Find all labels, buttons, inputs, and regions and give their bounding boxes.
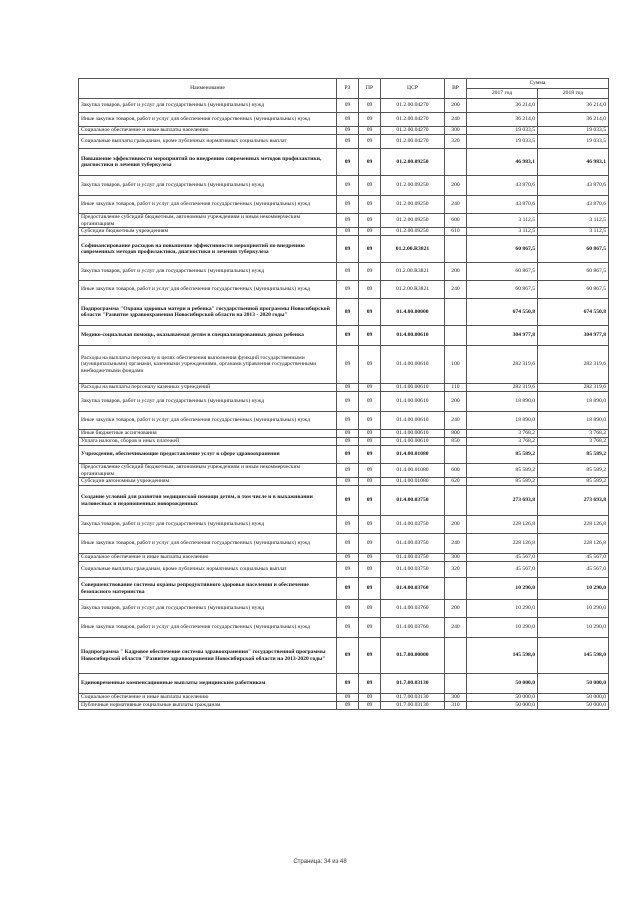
table-row	[79, 702, 609, 710]
cell-rz: 09	[337, 149, 359, 176]
cell-name: Иные закупки товаров, работ и услуг для обеспечения государственных (муниципальных) нужд	[79, 113, 337, 127]
table-row	[79, 384, 609, 392]
cell-vr: 600	[445, 214, 467, 228]
cell-rz: 09	[337, 214, 359, 228]
cell-amount-2018: 50 000,0	[538, 702, 609, 710]
cell-csr: 01.4.00.03760	[381, 600, 445, 618]
cell-name: Медико-социальная помощь, оказываемая детям в специализированных домах ребенка	[79, 326, 337, 346]
cell-pr: 09	[359, 263, 381, 281]
cell-pr: 09	[359, 618, 381, 638]
header-year-2017: 2017 год	[467, 89, 538, 99]
cell-pr: 09	[359, 113, 381, 127]
cell-amount-2018: 10 290,0	[538, 618, 609, 638]
cell-rz: 09	[337, 127, 359, 135]
cell-csr: 01.4.00.03750	[381, 562, 445, 578]
table-row	[79, 486, 609, 516]
cell-amount-2017: 60 867,5	[467, 263, 538, 281]
cell-amount-2017: 50 000,0	[467, 674, 538, 694]
cell-rz: 09	[337, 562, 359, 578]
cell-vr: 300	[445, 127, 467, 135]
cell-amount-2018: 304 977,8	[538, 326, 609, 346]
cell-amount-2018: 282 319,6	[538, 346, 609, 384]
table-row	[79, 694, 609, 702]
cell-rz: 09	[337, 464, 359, 478]
cell-csr: 01.4.00.03750	[381, 554, 445, 562]
cell-rz: 09	[337, 392, 359, 412]
cell-csr: 01.2.00.09250	[381, 228, 445, 236]
cell-amount-2018: 282 319,6	[538, 384, 609, 392]
cell-rz: 09	[337, 346, 359, 384]
cell-rz: 09	[337, 486, 359, 516]
cell-amount-2017: 19 033,5	[467, 135, 538, 149]
cell-csr: 01.7.00.03130	[381, 702, 445, 710]
cell-pr: 09	[359, 196, 381, 214]
cell-vr	[445, 578, 467, 600]
cell-amount-2017: 50 000,0	[467, 702, 538, 710]
cell-amount-2017: 45 567,0	[467, 554, 538, 562]
cell-rz: 09	[337, 113, 359, 127]
cell-name: Уплата налогов, сборов и иных платежей	[79, 438, 337, 446]
cell-rz: 09	[337, 446, 359, 464]
cell-amount-2017: 304 977,8	[467, 326, 538, 346]
cell-rz: 09	[337, 228, 359, 236]
cell-name: Предоставление субсидий бюджетным, автономным учреждениям и иным некоммерческим организациям	[79, 464, 337, 478]
cell-amount-2018: 145 598,0	[538, 638, 609, 674]
header-sum: Сумма	[467, 79, 609, 89]
cell-name: Закупка товаров, работ и услуг для государственных (муниципальных) нужд	[79, 392, 337, 412]
cell-amount-2018: 36 214,0	[538, 113, 609, 127]
cell-amount-2017: 46 983,1	[467, 149, 538, 176]
cell-pr: 09	[359, 478, 381, 486]
cell-rz: 09	[337, 516, 359, 534]
cell-pr: 09	[359, 299, 381, 326]
cell-vr: 240	[445, 412, 467, 430]
table-row	[79, 176, 609, 196]
cell-rz: 09	[337, 176, 359, 196]
table-row	[79, 99, 609, 113]
cell-pr: 09	[359, 430, 381, 438]
cell-pr: 09	[359, 562, 381, 578]
cell-amount-2018: 10 290,0	[538, 578, 609, 600]
cell-csr: 01.4.00.01080	[381, 478, 445, 486]
cell-amount-2018: 60 867,5	[538, 236, 609, 263]
cell-amount-2017: 36 214,0	[467, 99, 538, 113]
cell-amount-2018: 85 589,2	[538, 446, 609, 464]
cell-vr: 110	[445, 384, 467, 392]
cell-pr: 09	[359, 176, 381, 196]
cell-amount-2017: 228 126,8	[467, 534, 538, 554]
cell-amount-2018: 10 290,0	[538, 600, 609, 618]
cell-amount-2018: 46 983,1	[538, 149, 609, 176]
cell-vr: 200	[445, 600, 467, 618]
cell-vr: 240	[445, 113, 467, 127]
cell-amount-2017: 3 768,2	[467, 430, 538, 438]
cell-rz: 09	[337, 674, 359, 694]
header-name: Наименование	[79, 79, 337, 99]
cell-name: Социальное обеспечение и иные выплаты населению	[79, 554, 337, 562]
cell-pr: 09	[359, 674, 381, 694]
cell-amount-2017: 43 870,6	[467, 196, 538, 214]
cell-name: Создание условий для развития медицинской помощи детям, в том числе и в выхаживании маловесных и недоношенных новорожденных	[79, 486, 337, 516]
cell-name: Иные закупки товаров, работ и услуг для обеспечения государственных (муниципальных) нужд	[79, 196, 337, 214]
cell-csr: 01.2.00.R3821	[381, 236, 445, 263]
cell-amount-2017: 10 290,0	[467, 578, 538, 600]
cell-rz: 09	[337, 196, 359, 214]
table-row	[79, 135, 609, 149]
cell-pr: 09	[359, 438, 381, 446]
cell-amount-2018: 674 550,8	[538, 299, 609, 326]
cell-name: Расходы на выплаты персоналу в целях обеспечения выполнения функций государственными (муниципальными) органами, казенными учреждениями, органами управления государственными внебюджетными фондами	[79, 346, 337, 384]
cell-vr	[445, 149, 467, 176]
cell-rz: 09	[337, 638, 359, 674]
cell-vr: 800	[445, 430, 467, 438]
cell-csr: 01.2.00.09250	[381, 214, 445, 228]
cell-csr: 01.2.00.09250	[381, 196, 445, 214]
cell-pr: 09	[359, 412, 381, 430]
cell-vr: 200	[445, 99, 467, 113]
cell-name: Публичные нормативные социальные выплаты гражданам	[79, 702, 337, 710]
cell-csr: 01.4.00.00610	[381, 384, 445, 392]
cell-pr: 09	[359, 214, 381, 228]
table-body	[79, 99, 609, 710]
cell-vr: 100	[445, 346, 467, 384]
cell-amount-2018: 18 890,0	[538, 412, 609, 430]
cell-vr: 200	[445, 516, 467, 534]
cell-amount-2018: 228 126,8	[538, 516, 609, 534]
cell-amount-2018: 19 033,5	[538, 127, 609, 135]
cell-csr: 01.4.00.00610	[381, 430, 445, 438]
cell-rz: 09	[337, 600, 359, 618]
cell-name: Закупка товаров, работ и услуг для государственных (муниципальных) нужд	[79, 516, 337, 534]
cell-name: Социальное обеспечение и иные выплаты населению	[79, 694, 337, 702]
cell-vr	[445, 299, 467, 326]
cell-vr: 240	[445, 618, 467, 638]
cell-pr: 09	[359, 346, 381, 384]
cell-vr: 320	[445, 135, 467, 149]
cell-amount-2018: 43 870,6	[538, 196, 609, 214]
cell-amount-2018: 3 112,5	[538, 214, 609, 228]
cell-name: Расходы на выплаты персоналу казенных учреждений	[79, 384, 337, 392]
cell-rz: 09	[337, 554, 359, 562]
cell-amount-2018: 85 589,2	[538, 464, 609, 478]
cell-csr: 01.4.00.00610	[381, 346, 445, 384]
cell-amount-2017: 50 000,0	[467, 694, 538, 702]
cell-amount-2017: 273 693,8	[467, 486, 538, 516]
cell-rz: 09	[337, 281, 359, 299]
table-row	[79, 438, 609, 446]
cell-pr: 09	[359, 638, 381, 674]
cell-amount-2018: 18 890,0	[538, 392, 609, 412]
table-header	[79, 79, 609, 99]
cell-amount-2017: 85 589,2	[467, 478, 538, 486]
cell-amount-2018: 273 693,8	[538, 486, 609, 516]
table-row	[79, 299, 609, 326]
cell-amount-2017: 85 589,2	[467, 464, 538, 478]
cell-csr: 01.4.00.01080	[381, 446, 445, 464]
cell-rz: 09	[337, 694, 359, 702]
cell-rz: 09	[337, 430, 359, 438]
cell-vr	[445, 446, 467, 464]
header-vr: ВР	[445, 79, 467, 99]
cell-vr: 300	[445, 694, 467, 702]
cell-csr: 01.4.00.00610	[381, 392, 445, 412]
cell-rz: 09	[337, 99, 359, 113]
cell-name: Субсидии автономным учреждениям	[79, 478, 337, 486]
cell-vr: 600	[445, 464, 467, 478]
table-row	[79, 149, 609, 176]
cell-name: Подпрограмма " Кадровое обеспечение системы здравоохранения" государственной программы Новосибирской области "Развитие здравоохранения Новосибирской области на 2013-2020 годы"	[79, 638, 337, 674]
cell-pr: 09	[359, 135, 381, 149]
cell-vr	[445, 236, 467, 263]
cell-amount-2018: 3 112,5	[538, 228, 609, 236]
cell-amount-2017: 18 890,0	[467, 392, 538, 412]
cell-pr: 09	[359, 446, 381, 464]
header-pr: ПР	[359, 79, 381, 99]
cell-name: Единовременные компенсационные выплаты медицинским работникам	[79, 674, 337, 694]
cell-vr: 620	[445, 478, 467, 486]
cell-csr: 01.2.00.04270	[381, 135, 445, 149]
cell-name: Совершенствование системы охраны репродуктивного здоровья населения и обеспечение безопасного материнства	[79, 578, 337, 600]
cell-rz: 09	[337, 299, 359, 326]
cell-rz: 09	[337, 578, 359, 600]
table-row	[79, 562, 609, 578]
table-row	[79, 214, 609, 228]
header-csr: ЦСР	[381, 79, 445, 99]
cell-amount-2017: 228 126,8	[467, 516, 538, 534]
cell-name: Закупка товаров, работ и услуг для государственных (муниципальных) нужд	[79, 99, 337, 113]
cell-csr: 01.2.00.04270	[381, 113, 445, 127]
cell-name: Закупка товаров, работ и услуг для государственных (муниципальных) нужд	[79, 263, 337, 281]
cell-csr: 01.2.00.R3821	[381, 263, 445, 281]
cell-name: Иные бюджетные ассигнования	[79, 430, 337, 438]
cell-name: Подпрограмма "Охрана здоровья матери и ребенка" государственной программы Новосибирской области "Развитие здравоохранения Новосибирской области на 2013 - 2020 годы"	[79, 299, 337, 326]
cell-amount-2017: 145 598,0	[467, 638, 538, 674]
cell-csr: 01.2.00.09250	[381, 176, 445, 196]
cell-amount-2018: 50 000,0	[538, 694, 609, 702]
cell-pr: 09	[359, 554, 381, 562]
cell-rz: 09	[337, 384, 359, 392]
cell-vr: 300	[445, 554, 467, 562]
cell-amount-2017: 85 589,2	[467, 446, 538, 464]
cell-rz: 09	[337, 478, 359, 486]
cell-csr: 01.7.00.00000	[381, 638, 445, 674]
table-row	[79, 263, 609, 281]
cell-amount-2017: 282 319,6	[467, 346, 538, 384]
cell-amount-2017: 10 290,0	[467, 618, 538, 638]
cell-pr: 09	[359, 516, 381, 534]
cell-amount-2017: 282 319,6	[467, 384, 538, 392]
table-row	[79, 281, 609, 299]
cell-amount-2018: 50 000,0	[538, 674, 609, 694]
cell-csr: 01.2.00.04270	[381, 127, 445, 135]
cell-pr: 09	[359, 228, 381, 236]
cell-amount-2017: 3 112,5	[467, 214, 538, 228]
table-row	[79, 326, 609, 346]
table-row	[79, 127, 609, 135]
cell-amount-2018: 36 214,0	[538, 99, 609, 113]
cell-vr: 200	[445, 392, 467, 412]
table-row	[79, 412, 609, 430]
cell-vr: 240	[445, 281, 467, 299]
table-row	[79, 478, 609, 486]
cell-csr: 01.4.00.01080	[381, 464, 445, 478]
table-row	[79, 618, 609, 638]
budget-table	[78, 78, 609, 710]
cell-rz: 09	[337, 236, 359, 263]
cell-rz: 09	[337, 534, 359, 554]
cell-csr: 01.2.00.R3821	[381, 281, 445, 299]
cell-rz: 09	[337, 702, 359, 710]
cell-rz: 09	[337, 135, 359, 149]
cell-rz: 09	[337, 326, 359, 346]
cell-amount-2018: 60 867,5	[538, 263, 609, 281]
table-row	[79, 446, 609, 464]
cell-pr: 09	[359, 281, 381, 299]
cell-name: Иные закупки товаров, работ и услуг для обеспечения государственных (муниципальных) нужд	[79, 412, 337, 430]
cell-name: Закупка товаров, работ и услуг для государственных (муниципальных) нужд	[79, 176, 337, 196]
table-row	[79, 674, 609, 694]
cell-name: Социальное обеспечение и иные выплаты населению	[79, 127, 337, 135]
cell-name: Учреждения, обеспечивающие предоставление услуг в сфере здравоохранения	[79, 446, 337, 464]
cell-name: Повышение эффективности мероприятий по внедрению современных методов профилактики, диагностики и лечения туберкулеза	[79, 149, 337, 176]
cell-pr: 09	[359, 486, 381, 516]
cell-rz: 09	[337, 618, 359, 638]
table-row	[79, 430, 609, 438]
cell-csr: 01.7.00.03130	[381, 694, 445, 702]
cell-vr	[445, 638, 467, 674]
cell-csr: 01.4.00.00610	[381, 326, 445, 346]
cell-amount-2017: 60 867,5	[467, 281, 538, 299]
table-row	[79, 516, 609, 534]
cell-amount-2017: 674 550,8	[467, 299, 538, 326]
cell-csr: 01.4.00.03760	[381, 618, 445, 638]
cell-vr: 240	[445, 534, 467, 554]
cell-amount-2017: 60 867,5	[467, 236, 538, 263]
cell-rz: 09	[337, 263, 359, 281]
cell-vr: 850	[445, 438, 467, 446]
table-row	[79, 554, 609, 562]
cell-pr: 09	[359, 702, 381, 710]
cell-pr: 09	[359, 384, 381, 392]
cell-amount-2018: 3 768,2	[538, 430, 609, 438]
budget-table-sheet	[78, 78, 608, 710]
cell-name: Закупка товаров, работ и услуг для государственных (муниципальных) нужд	[79, 600, 337, 618]
cell-vr: 320	[445, 562, 467, 578]
cell-csr: 01.4.00.03750	[381, 534, 445, 554]
header-year-2018: 2018 год	[538, 89, 609, 99]
table-row	[79, 638, 609, 674]
page-footer: Страница: 34 из 48	[293, 859, 347, 865]
table-row	[79, 578, 609, 600]
cell-amount-2017: 43 870,6	[467, 176, 538, 196]
cell-amount-2017: 19 033,5	[467, 127, 538, 135]
table-row	[79, 196, 609, 214]
table-row	[79, 113, 609, 127]
table-row	[79, 228, 609, 236]
cell-name: Предоставление субсидий бюджетным, автономным учреждениям и иным некоммерческим организациям	[79, 214, 337, 228]
cell-pr: 09	[359, 326, 381, 346]
cell-name: Софинансирование расходов на повышение эффективности мероприятий по внедрению современных методов профилактики, диагностики и лечения туберкулеза	[79, 236, 337, 263]
cell-amount-2018: 60 867,5	[538, 281, 609, 299]
cell-pr: 09	[359, 149, 381, 176]
cell-vr: 200	[445, 263, 467, 281]
cell-rz: 09	[337, 412, 359, 430]
cell-pr: 09	[359, 578, 381, 600]
cell-vr	[445, 486, 467, 516]
table-row	[79, 600, 609, 618]
cell-amount-2018: 85 589,2	[538, 478, 609, 486]
cell-name: Иные закупки товаров, работ и услуг для обеспечения государственных (муниципальных) нужд	[79, 618, 337, 638]
cell-vr: 200	[445, 176, 467, 196]
cell-pr: 09	[359, 236, 381, 263]
cell-name: Социальные выплаты гражданам, кроме публичных нормативных социальных выплат	[79, 135, 337, 149]
cell-amount-2018: 228 126,8	[538, 534, 609, 554]
cell-pr: 09	[359, 99, 381, 113]
cell-vr	[445, 326, 467, 346]
cell-csr: 01.4.00.03760	[381, 578, 445, 600]
cell-amount-2018: 45 567,0	[538, 562, 609, 578]
cell-vr	[445, 674, 467, 694]
cell-amount-2017: 36 214,0	[467, 113, 538, 127]
cell-name: Социальные выплаты гражданам, кроме публичных нормативных социальных выплат	[79, 562, 337, 578]
cell-csr: 01.4.00.00610	[381, 412, 445, 430]
cell-pr: 09	[359, 600, 381, 618]
table-row	[79, 534, 609, 554]
cell-amount-2018: 43 870,6	[538, 176, 609, 196]
cell-pr: 09	[359, 127, 381, 135]
cell-amount-2018: 3 768,2	[538, 438, 609, 446]
cell-name: Иные закупки товаров, работ и услуг для обеспечения государственных (муниципальных) нужд	[79, 534, 337, 554]
cell-csr: 01.4.00.00610	[381, 438, 445, 446]
cell-csr: 01.4.00.03750	[381, 516, 445, 534]
cell-pr: 09	[359, 392, 381, 412]
table-row	[79, 236, 609, 263]
cell-amount-2017: 45 567,0	[467, 562, 538, 578]
cell-csr: 01.4.00.00000	[381, 299, 445, 326]
header-rz: РЗ	[337, 79, 359, 99]
cell-amount-2017: 10 290,0	[467, 600, 538, 618]
cell-amount-2017: 3 768,2	[467, 438, 538, 446]
cell-amount-2017: 18 890,0	[467, 412, 538, 430]
cell-vr: 310	[445, 702, 467, 710]
cell-csr: 01.2.00.09250	[381, 149, 445, 176]
cell-name: Иные закупки товаров, работ и услуг для обеспечения государственных (муниципальных) нужд	[79, 281, 337, 299]
table-row	[79, 464, 609, 478]
cell-amount-2018: 19 033,5	[538, 135, 609, 149]
cell-csr: 01.7.00.03130	[381, 674, 445, 694]
cell-amount-2017: 3 112,5	[467, 228, 538, 236]
table-row	[79, 346, 609, 384]
cell-pr: 09	[359, 464, 381, 478]
cell-vr: 240	[445, 196, 467, 214]
cell-csr: 01.2.00.04270	[381, 99, 445, 113]
table-row	[79, 392, 609, 412]
cell-pr: 09	[359, 694, 381, 702]
cell-csr: 01.4.00.03750	[381, 486, 445, 516]
cell-vr: 610	[445, 228, 467, 236]
cell-amount-2018: 45 567,0	[538, 554, 609, 562]
cell-pr: 09	[359, 534, 381, 554]
cell-rz: 09	[337, 438, 359, 446]
cell-name: Субсидии бюджетным учреждениям	[79, 228, 337, 236]
